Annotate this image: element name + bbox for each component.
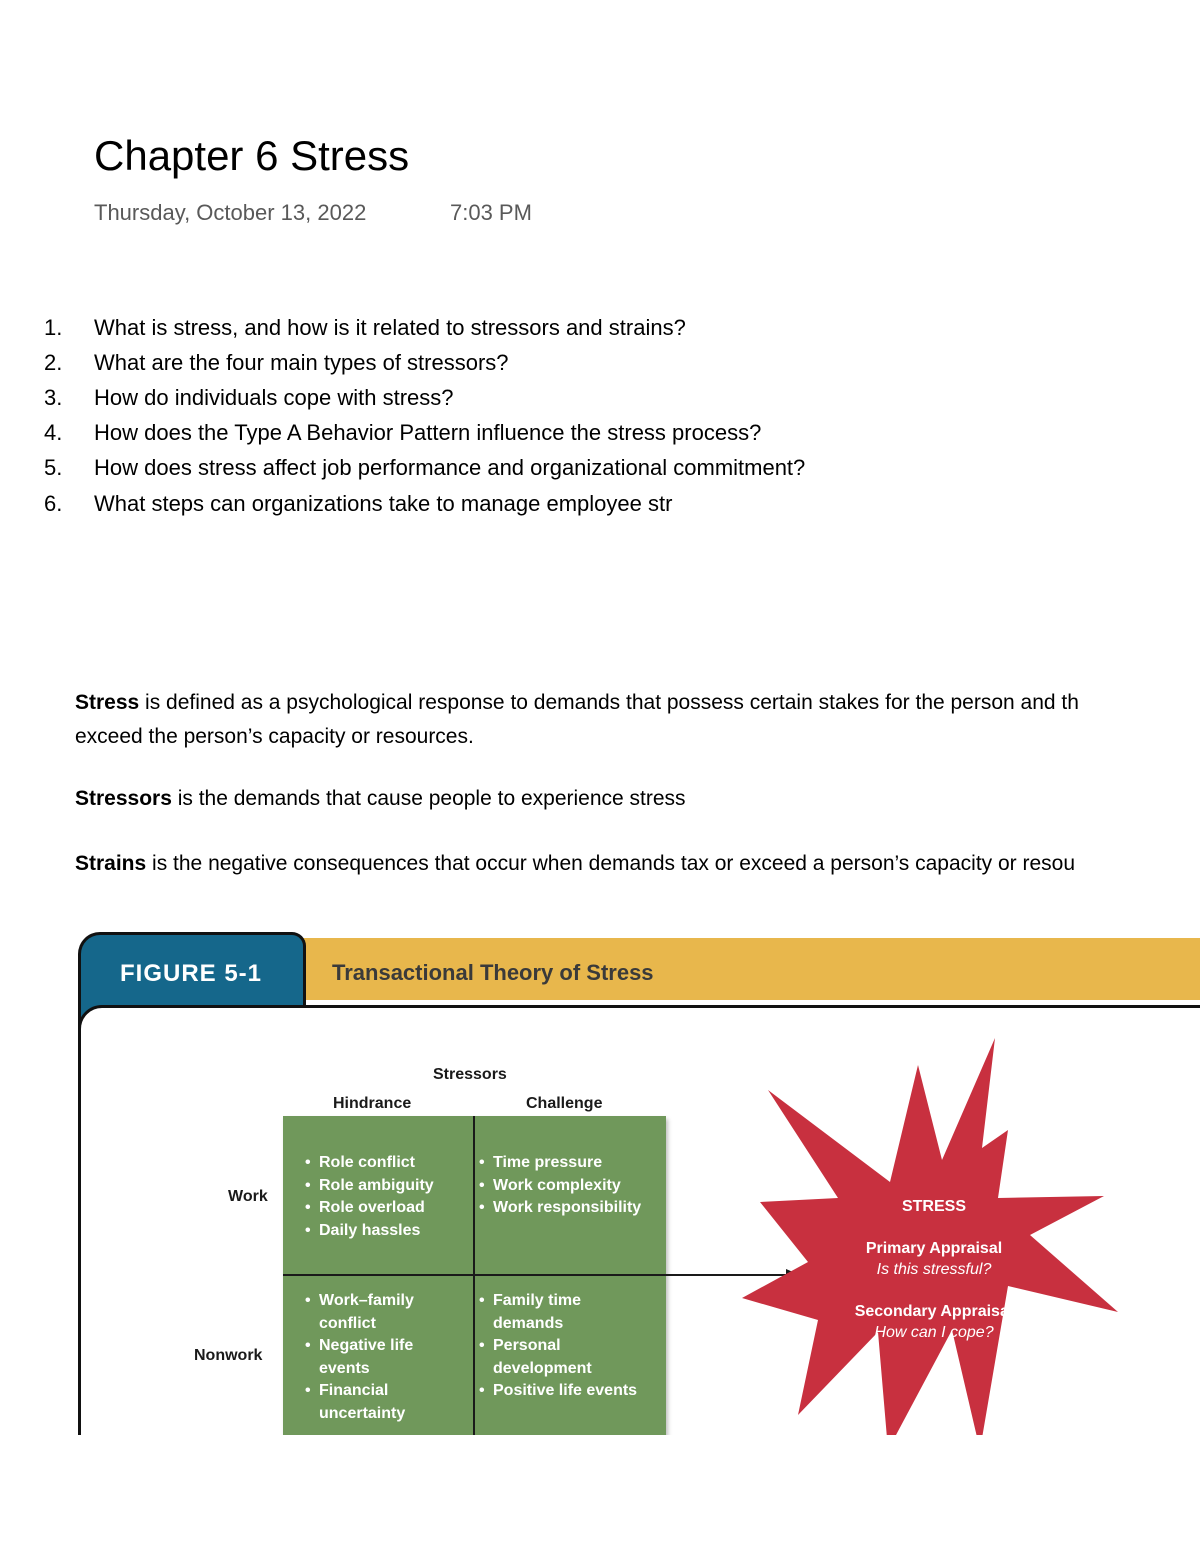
definition-text: exceed the person’s capacity or resources. — [75, 725, 474, 748]
list-text: What are the four main types of stressors? — [94, 350, 509, 375]
list-item-cont: events — [319, 1359, 370, 1377]
list-number: 1. — [44, 315, 63, 340]
definition-text: is defined as a psychological response to demands that possess certain stakes for the person and th — [139, 691, 1079, 714]
list-item: • Daily hassles — [305, 1220, 434, 1243]
note-date: Thursday, October 13, 2022 — [94, 200, 367, 225]
stressors-label: Stressors — [433, 1066, 507, 1083]
term-stress: Stress — [75, 691, 140, 714]
note-time: 7:03 PM — [450, 200, 532, 225]
grid-horizontal-divider — [283, 1274, 666, 1276]
figure-transactional-theory — [0, 930, 1200, 1435]
list-item: • Work complexity — [479, 1175, 641, 1198]
definition-strains — [75, 847, 1200, 881]
column-hindrance: Hindrance — [333, 1095, 412, 1112]
list-text: How do individuals cope with stress? — [94, 385, 454, 410]
cell-nonwork-hindrance — [305, 1290, 414, 1425]
list-item-cont: development — [493, 1359, 592, 1377]
list-item: • Financial — [305, 1380, 414, 1403]
primary-question: Is this stressful? — [876, 1261, 992, 1278]
definition-stressors — [75, 782, 1200, 816]
term-stressors: Stressors — [75, 787, 172, 810]
stress-heading: STRESS — [901, 1198, 966, 1215]
list-number: 6. — [44, 491, 63, 516]
list-item-cont: uncertainty — [319, 1404, 406, 1422]
term-strains: Strains — [75, 852, 147, 875]
row-work: Work — [228, 1188, 268, 1205]
list-text: How does the Type A Behavior Pattern influence the stress process? — [94, 420, 762, 445]
list-number: 5. — [44, 455, 63, 480]
cell-work-hindrance — [305, 1152, 434, 1242]
list-item — [0, 350, 1200, 385]
list-item: • Negative life — [305, 1335, 414, 1358]
cell-nonwork-challenge — [479, 1290, 637, 1403]
list-item: • Family time — [479, 1290, 637, 1313]
list-item: • Work–family — [305, 1290, 414, 1313]
list-number: 3. — [44, 385, 63, 410]
list-item: • Role overload — [305, 1197, 434, 1220]
cell-work-challenge — [479, 1152, 641, 1220]
figure-title: Transactional Theory of Stress — [332, 960, 654, 985]
list-item-cont: conflict — [319, 1314, 376, 1332]
column-challenge: Challenge — [526, 1095, 603, 1112]
list-item: • Positive life events — [479, 1380, 637, 1403]
stress-starburst — [740, 1030, 1120, 1435]
list-item — [0, 385, 1200, 420]
list-text: What is stress, and how is it related to stressors and strains? — [94, 315, 686, 340]
list-number: 2. — [44, 350, 63, 375]
list-item: • Role conflict — [305, 1152, 434, 1175]
figure-tab-label: FIGURE 5-1 — [120, 960, 263, 987]
row-nonwork: Nonwork — [194, 1347, 263, 1364]
list-item — [0, 455, 1200, 490]
list-number: 4. — [44, 420, 63, 445]
list-item: • Time pressure — [479, 1152, 641, 1175]
list-item: • Work responsibility — [479, 1197, 641, 1220]
page-title: Chapter 6 Stress — [94, 132, 410, 179]
list-item — [0, 315, 1200, 350]
starburst-shape — [742, 1038, 1118, 1435]
secondary-question: How can I cope? — [874, 1324, 994, 1341]
definition-stress — [75, 686, 1200, 720]
secondary-appraisal: Secondary Appraisal — [854, 1303, 1014, 1320]
list-item: • Role ambiguity — [305, 1175, 434, 1198]
list-item: • Personal — [479, 1335, 637, 1358]
stressor-grid — [283, 1116, 666, 1435]
list-item-cont: demands — [493, 1314, 564, 1332]
definition-text: is the demands that cause people to experience stress — [171, 787, 686, 810]
list-text: What steps can organizations take to manage employee str — [94, 491, 673, 516]
list-item — [0, 420, 1200, 455]
primary-appraisal: Primary Appraisal — [865, 1240, 1003, 1257]
list-text: How does stress affect job performance and organizational commitment? — [94, 455, 806, 480]
definition-text: is the negative consequences that occur when demands tax or exceed a person’s capacity or resou — [146, 852, 1076, 875]
list-item — [0, 491, 1200, 526]
definition-stress-cont — [75, 720, 1200, 754]
